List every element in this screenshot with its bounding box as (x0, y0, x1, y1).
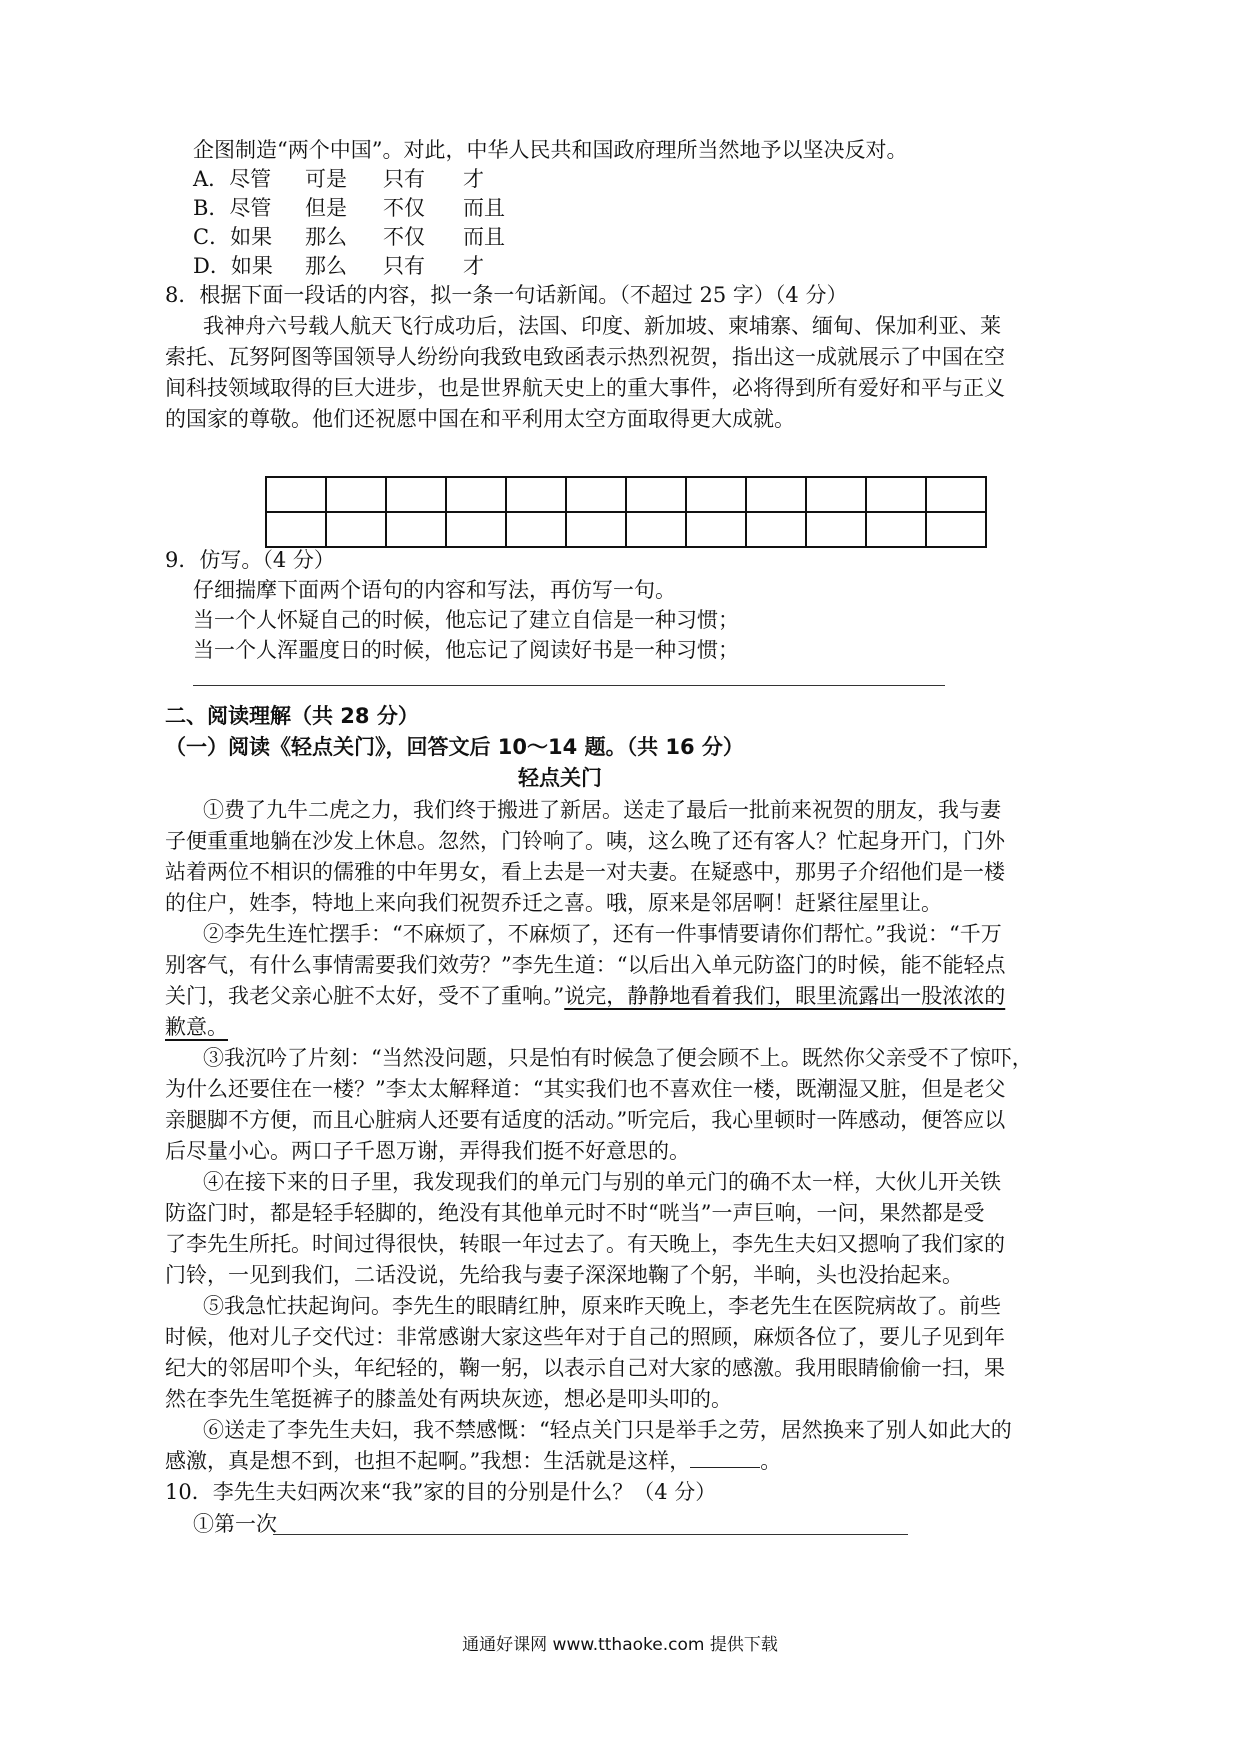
article-line: 亲腿脚不方便，而且心脏病人还要有适度的活动。”听完后，我心里顿时一阵感动，便答应以 (165, 1108, 1006, 1132)
option-a-label: A．尽管 (193, 167, 272, 191)
article-line (165, 980, 1005, 1013)
answer-grid-row (266, 512, 986, 547)
option-a-word4: 才 (463, 167, 484, 191)
option-c-word3: 不仅 (383, 225, 425, 249)
answer-cell[interactable] (686, 477, 746, 512)
article-text: 。 (760, 1449, 782, 1473)
option-b-label: B．尽管 (193, 196, 272, 220)
answer-grid[interactable] (265, 476, 987, 548)
option-c-word2: 那么 (305, 225, 347, 249)
answer-line-10-1[interactable] (273, 1534, 908, 1535)
article-line: 别客气，有什么事情需要我们效劳？”李先生道：“以后出入单元防盗门的时候，能不能轻点 (165, 953, 1006, 977)
option-b-word2: 但是 (305, 196, 347, 220)
article-line: ⑤我急忙扶起询问。李先生的眼睛红肿，原来昨天晚上，李老先生在医院病故了。前些 (203, 1294, 1001, 1318)
option-d-word3: 只有 (383, 254, 425, 278)
answer-cell[interactable] (326, 512, 386, 547)
answer-cell[interactable] (926, 512, 986, 547)
option-a-word2: 可是 (305, 167, 347, 191)
article-line: ①费了九牛二虎之力，我们终于搬进了新居。送走了最后一批前来祝贺的朋友，我与妻 (203, 798, 1001, 822)
option-d-word4: 才 (463, 254, 484, 278)
article-line: 纪大的邻居叩个头，年纪轻的，鞠一躬，以表示自己对大家的感激。我用眼睛偷偷一扫，果 (165, 1356, 1005, 1380)
article-line: 为什么还要住在一楼？”李太太解释道：“其实我们也不喜欢住一楼，既潮湿又脏，但是老父 (165, 1077, 1006, 1101)
answer-cell[interactable] (266, 512, 326, 547)
answer-cell[interactable] (566, 477, 626, 512)
option-c-label: C．如果 (193, 225, 273, 249)
blank-fill[interactable] (690, 1445, 760, 1468)
passage-8-line: 我神舟六号载人航天飞行成功后，法国、印度、新加坡、柬埔寨、缅甸、保加利亚、莱 (203, 314, 1001, 338)
article-line: 后尽量小心。两口子千恩万谢，弄得我们挺不好意思的。 (165, 1139, 690, 1163)
article-line (165, 1011, 228, 1044)
answer-cell[interactable] (626, 477, 686, 512)
answer-label-first: ①第一次 (193, 1512, 277, 1536)
article-line: 的住户，姓李，特地上来向我们祝贺乔迁之喜。哦，原来是邻居啊！赶紧往屋里让。 (165, 891, 942, 915)
option-b-word3: 不仅 (383, 196, 425, 220)
example-sentence: 当一个人怀疑自己的时候，他忘记了建立自信是一种习惯； (193, 608, 739, 632)
answer-cell[interactable] (446, 477, 506, 512)
article-line: ④在接下来的日子里，我发现我们的单元门与别的单元门的确不太一样，大伙儿开关铁 (203, 1170, 1001, 1194)
answer-cell[interactable] (326, 477, 386, 512)
article-line: 防盗门时，都是轻手轻脚的，绝没有其他单元时不时“咣当”一声巨响，一问，果然都是受 (165, 1201, 985, 1225)
passage-8-line: 的国家的尊敬。他们还祝愿中国在和平利用太空方面取得更大成就。 (165, 407, 795, 431)
answer-line-9[interactable] (193, 685, 945, 686)
answer-cell[interactable] (506, 477, 566, 512)
question-10: 10．李先生夫妇两次来“我”家的目的分别是什么？（4 分） (165, 1480, 717, 1504)
example-sentence: 当一个人浑噩度日的时候，他忘记了阅读好书是一种习惯； (193, 638, 739, 662)
answer-cell[interactable] (866, 477, 926, 512)
article-line (165, 1445, 781, 1478)
option-c-word4: 而且 (463, 225, 505, 249)
article-line: 站着两位不相识的儒雅的中年男女，看上去是一对夫妻。在疑惑中，那男子介绍他们是一楼 (165, 860, 1005, 884)
answer-grid-row (266, 477, 986, 512)
answer-cell[interactable] (806, 477, 866, 512)
option-a-word3: 只有 (383, 167, 425, 191)
answer-cell[interactable] (566, 512, 626, 547)
answer-cell[interactable] (806, 512, 866, 547)
option-b-word4: 而且 (463, 196, 505, 220)
answer-cell[interactable] (926, 477, 986, 512)
passage-8-line: 间科技领域取得的巨大进步，也是世界航天史上的重大事件，必将得到所有爱好和平与正义 (165, 376, 1005, 400)
answer-cell[interactable] (746, 512, 806, 547)
answer-cell[interactable] (506, 512, 566, 547)
answer-cell[interactable] (386, 512, 446, 547)
answer-cell[interactable] (866, 512, 926, 547)
article-text: 感激，真是想不到，也担不起啊。”我想：生活就是这样， (165, 1449, 691, 1473)
answer-cell[interactable] (386, 477, 446, 512)
article-line: 子便重重地躺在沙发上休息。忽然，门铃响了。咦，这么晚了还有客人？忙起身开门，门外 (165, 829, 1005, 853)
underlined-sentence-end: 歉意。 (165, 1015, 228, 1039)
article-line: 了李先生所托。时间过得很快，转眼一年过去了。有天晚上，李先生夫妇又摁响了我们家的 (165, 1232, 1005, 1256)
question-9: 9．仿写。（4 分） (165, 548, 335, 572)
article-title: 轻点关门 (518, 766, 602, 790)
answer-cell[interactable] (626, 512, 686, 547)
article-line: ⑥送走了李先生夫妇，我不禁感慨：“轻点关门只是举手之劳，居然换来了别人如此大的 (203, 1418, 1012, 1442)
passage-8-line: 索托、瓦努阿图等国领导人纷纷向我致电致函表示热烈祝贺，指出这一成就展示了中国在空 (165, 345, 1005, 369)
answer-cell[interactable] (746, 477, 806, 512)
underlined-sentence: 说完，静静地看着我们，眼里流露出一股浓浓的 (564, 984, 1006, 1008)
article-line: 门铃，一见到我们，二话没说，先给我与妻子深深地鞠了个躬，半晌，头也没抬起来。 (165, 1263, 963, 1287)
subsection-heading: （一）阅读《轻点关门》，回答文后 10～14 题。（共 16 分） (165, 735, 744, 759)
article-line: ②李先生连忙摆手：“不麻烦了，不麻烦了，还有一件事情要请你们帮忙。”我说：“千万 (203, 922, 1002, 946)
answer-cell[interactable] (686, 512, 746, 547)
article-text: 关门，我老父亲心脏不太好，受不了重响。” (165, 984, 565, 1008)
option-d-label: D．如果 (193, 254, 273, 278)
page-footer: 通通好课网 www.tthaoke.com 提供下载 (462, 1635, 778, 1655)
answer-cell[interactable] (446, 512, 506, 547)
section-heading: 二、阅读理解（共 28 分） (165, 704, 419, 728)
article-line: 然在李先生笔挺裤子的膝盖处有两块灰迹，想必是叩头叩的。 (165, 1387, 732, 1411)
question-8: 8．根据下面一段话的内容，拟一条一句话新闻。（不超过 25 字）（4 分） (165, 283, 848, 307)
article-line: ③我沉吟了片刻：“当然没问题，只是怕有时候急了便会顾不上。既然你父亲受不了惊吓， (203, 1046, 1033, 1070)
question-9-instruction: 仔细揣摩下面两个语句的内容和写法，再仿写一句。 (193, 578, 676, 602)
answer-cell[interactable] (266, 477, 326, 512)
text-line: 企图制造“两个中国”。对此，中华人民共和国政府理所当然地予以坚决反对。 (193, 138, 908, 162)
article-line: 时候，他对儿子交代过：非常感谢大家这些年对于自己的照顾，麻烦各位了，要儿子见到年 (165, 1325, 1005, 1349)
option-d-word2: 那么 (305, 254, 347, 278)
